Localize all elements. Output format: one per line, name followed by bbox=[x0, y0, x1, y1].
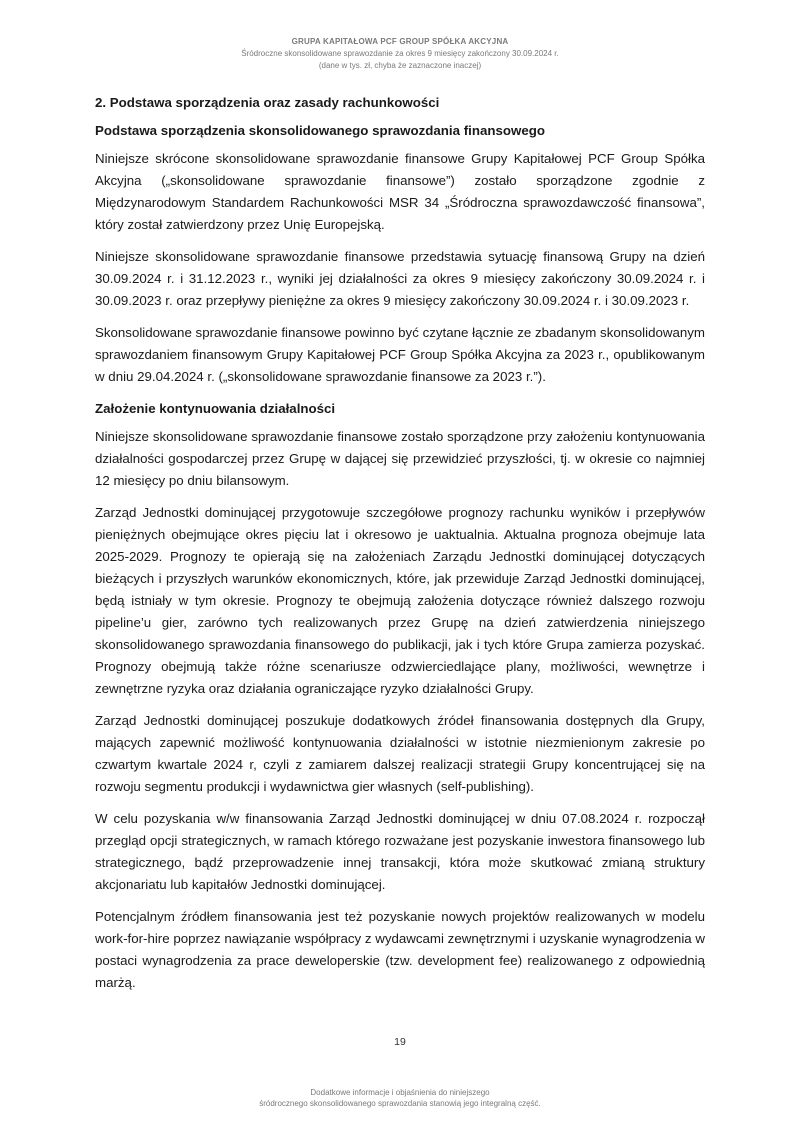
subheading-basis: Podstawa sporządzenia skonsolidowanego sprawozdania finansowego bbox=[95, 123, 545, 138]
paragraph: Niniejsze skonsolidowane sprawozdanie finansowe zostało sporządzone przy założeniu kontynuowania działalności gospodarczej przez Grupę w dającej się przewidzieć przyszłości, tj. w okresie co najmniej 12 miesięcy po dniu bilansowym. bbox=[95, 429, 705, 488]
page-footer bbox=[0, 1087, 800, 1109]
subheading-going-concern: Założenie kontynuowania działalności bbox=[95, 401, 336, 416]
page-header bbox=[0, 36, 800, 72]
footer-line: Dodatkowe informacje i objaśnienia do niniejszego bbox=[310, 1088, 490, 1097]
paragraph: Potencjalnym źródłem finansowania jest też pozyskanie nowych projektów realizowanych w modelu work-for-hire poprzez nawiązanie współpracy z wydawcami zewnętrznymi i uzyskanie wynagrodzenia w postaci wynagrodzenia za prace deweloperskie (tzw. development fee) realizowanego z odpowiednią marżą. bbox=[95, 909, 705, 990]
paragraph: Niniejsze skrócone skonsolidowane sprawozdanie finansowe Grupy Kapitałowej PCF Group Spółka Akcyjna („skonsolidowane sprawozdanie finansowe”) zostało sporządzone zgodnie z Międzynarodowym Standardem Rachunkowości MSR 34 „Śródroczna sprawozdawczość finansowa”, który został zatwierdzony przez Unię Europejską. bbox=[95, 151, 705, 232]
paragraph: Zarząd Jednostki dominującej poszukuje dodatkowych źródeł finansowania dostępnych dla Grupy, mających zapewnić możliwość kontynuowania działalności w istotnie niezmienionym zakresie po czwartym kwartale 2024 r, czyli z zamiarem dalszej realizacji strategii Grupy koncentrującej się na rozwoju segmentu produkcji i wydawnictwa gier własnych (self-publishing). bbox=[95, 713, 705, 794]
paragraph: Skonsolidowane sprawozdanie finansowe powinno być czytane łącznie ze zbadanym skonsolidowanym sprawozdaniem finansowym Grupy Kapitałowej PCF Group Spółka Akcyjna za 2023 r., opublikowanym w dniu 29.04.2024 r. („skonsolidowane sprawozdanie finansowe za 2023 r.”). bbox=[95, 325, 705, 384]
header-company-name: GRUPA KAPITAŁOWA PCF GROUP SPÓŁKA AKCYJNA bbox=[291, 37, 509, 46]
header-units-note: (dane w tys. zł, chyba że zaznaczone inaczej) bbox=[318, 61, 482, 70]
page-number: 19 bbox=[394, 1036, 406, 1048]
header-report-title: Śródroczne skonsolidowane sprawozdanie za okres 9 miesięcy zakończony 30.09.2024 r. bbox=[241, 49, 559, 58]
paragraph: W celu pozyskania w/w finansowania Zarząd Jednostki dominującej w dniu 07.08.2024 r. rozpoczął przegląd opcji strategicznych, w ramach którego rozważane jest pozyskanie inwestora finansowego lub strategicznego, bądź przeprowadzenie innej transakcji, która może skutkować zmianą struktury akcjonariatu lub kapitałów Jednostki dominującej. bbox=[95, 811, 705, 892]
section-title: 2. Podstawa sporządzenia oraz zasady rachunkowości bbox=[95, 95, 440, 110]
footer-line: śródrocznego skonsolidowanego sprawozdania stanowią jego integralną część. bbox=[259, 1099, 541, 1108]
document-body bbox=[95, 92, 705, 1004]
paragraph: Zarząd Jednostki dominującej przygotowuje szczegółowe prognozy rachunku wyników i przepływów pieniężnych obejmujące okres pięciu lat i okresowo je uaktualnia. Aktualna prognoza obejmuje lata 2025-2029. Prognozy te opierają się na założeniach Zarządu Jednostki dominującej dotyczących bieżących i przyszłych warunków ekonomicznych, które, jak przewiduje Zarząd Jednostki dominującej, będą istniały w tym okresie. Prognozy te obejmują założenia dotyczące również dalszego rozwoju pipeline’u gier, zarówno tych realizowanych przez Grupę na dzień zatwierdzenia niniejszego skonsolidowanego sprawozdania finansowego do publikacji, jak i tych które Grupa zamierza pozyskać. Prognozy obejmują także różne scenariusze odzwierciedlające plany, możliwości, wewnętrze i zewnętrzne ryzyka oraz działania ograniczające ryzyko działalności Grupy. bbox=[95, 505, 705, 696]
paragraph: Niniejsze skonsolidowane sprawozdanie finansowe przedstawia sytuację finansową Grupy na dzień 30.09.2024 r. i 31.12.2023 r., wyniki jej działalności za okres 9 miesięcy zakończony 30.09.2024 r. i 30.09.2023 r. oraz przepływy pieniężne za okres 9 miesięcy zakończony 30.09.2024 r. i 30.09.2023 r. bbox=[95, 249, 705, 308]
